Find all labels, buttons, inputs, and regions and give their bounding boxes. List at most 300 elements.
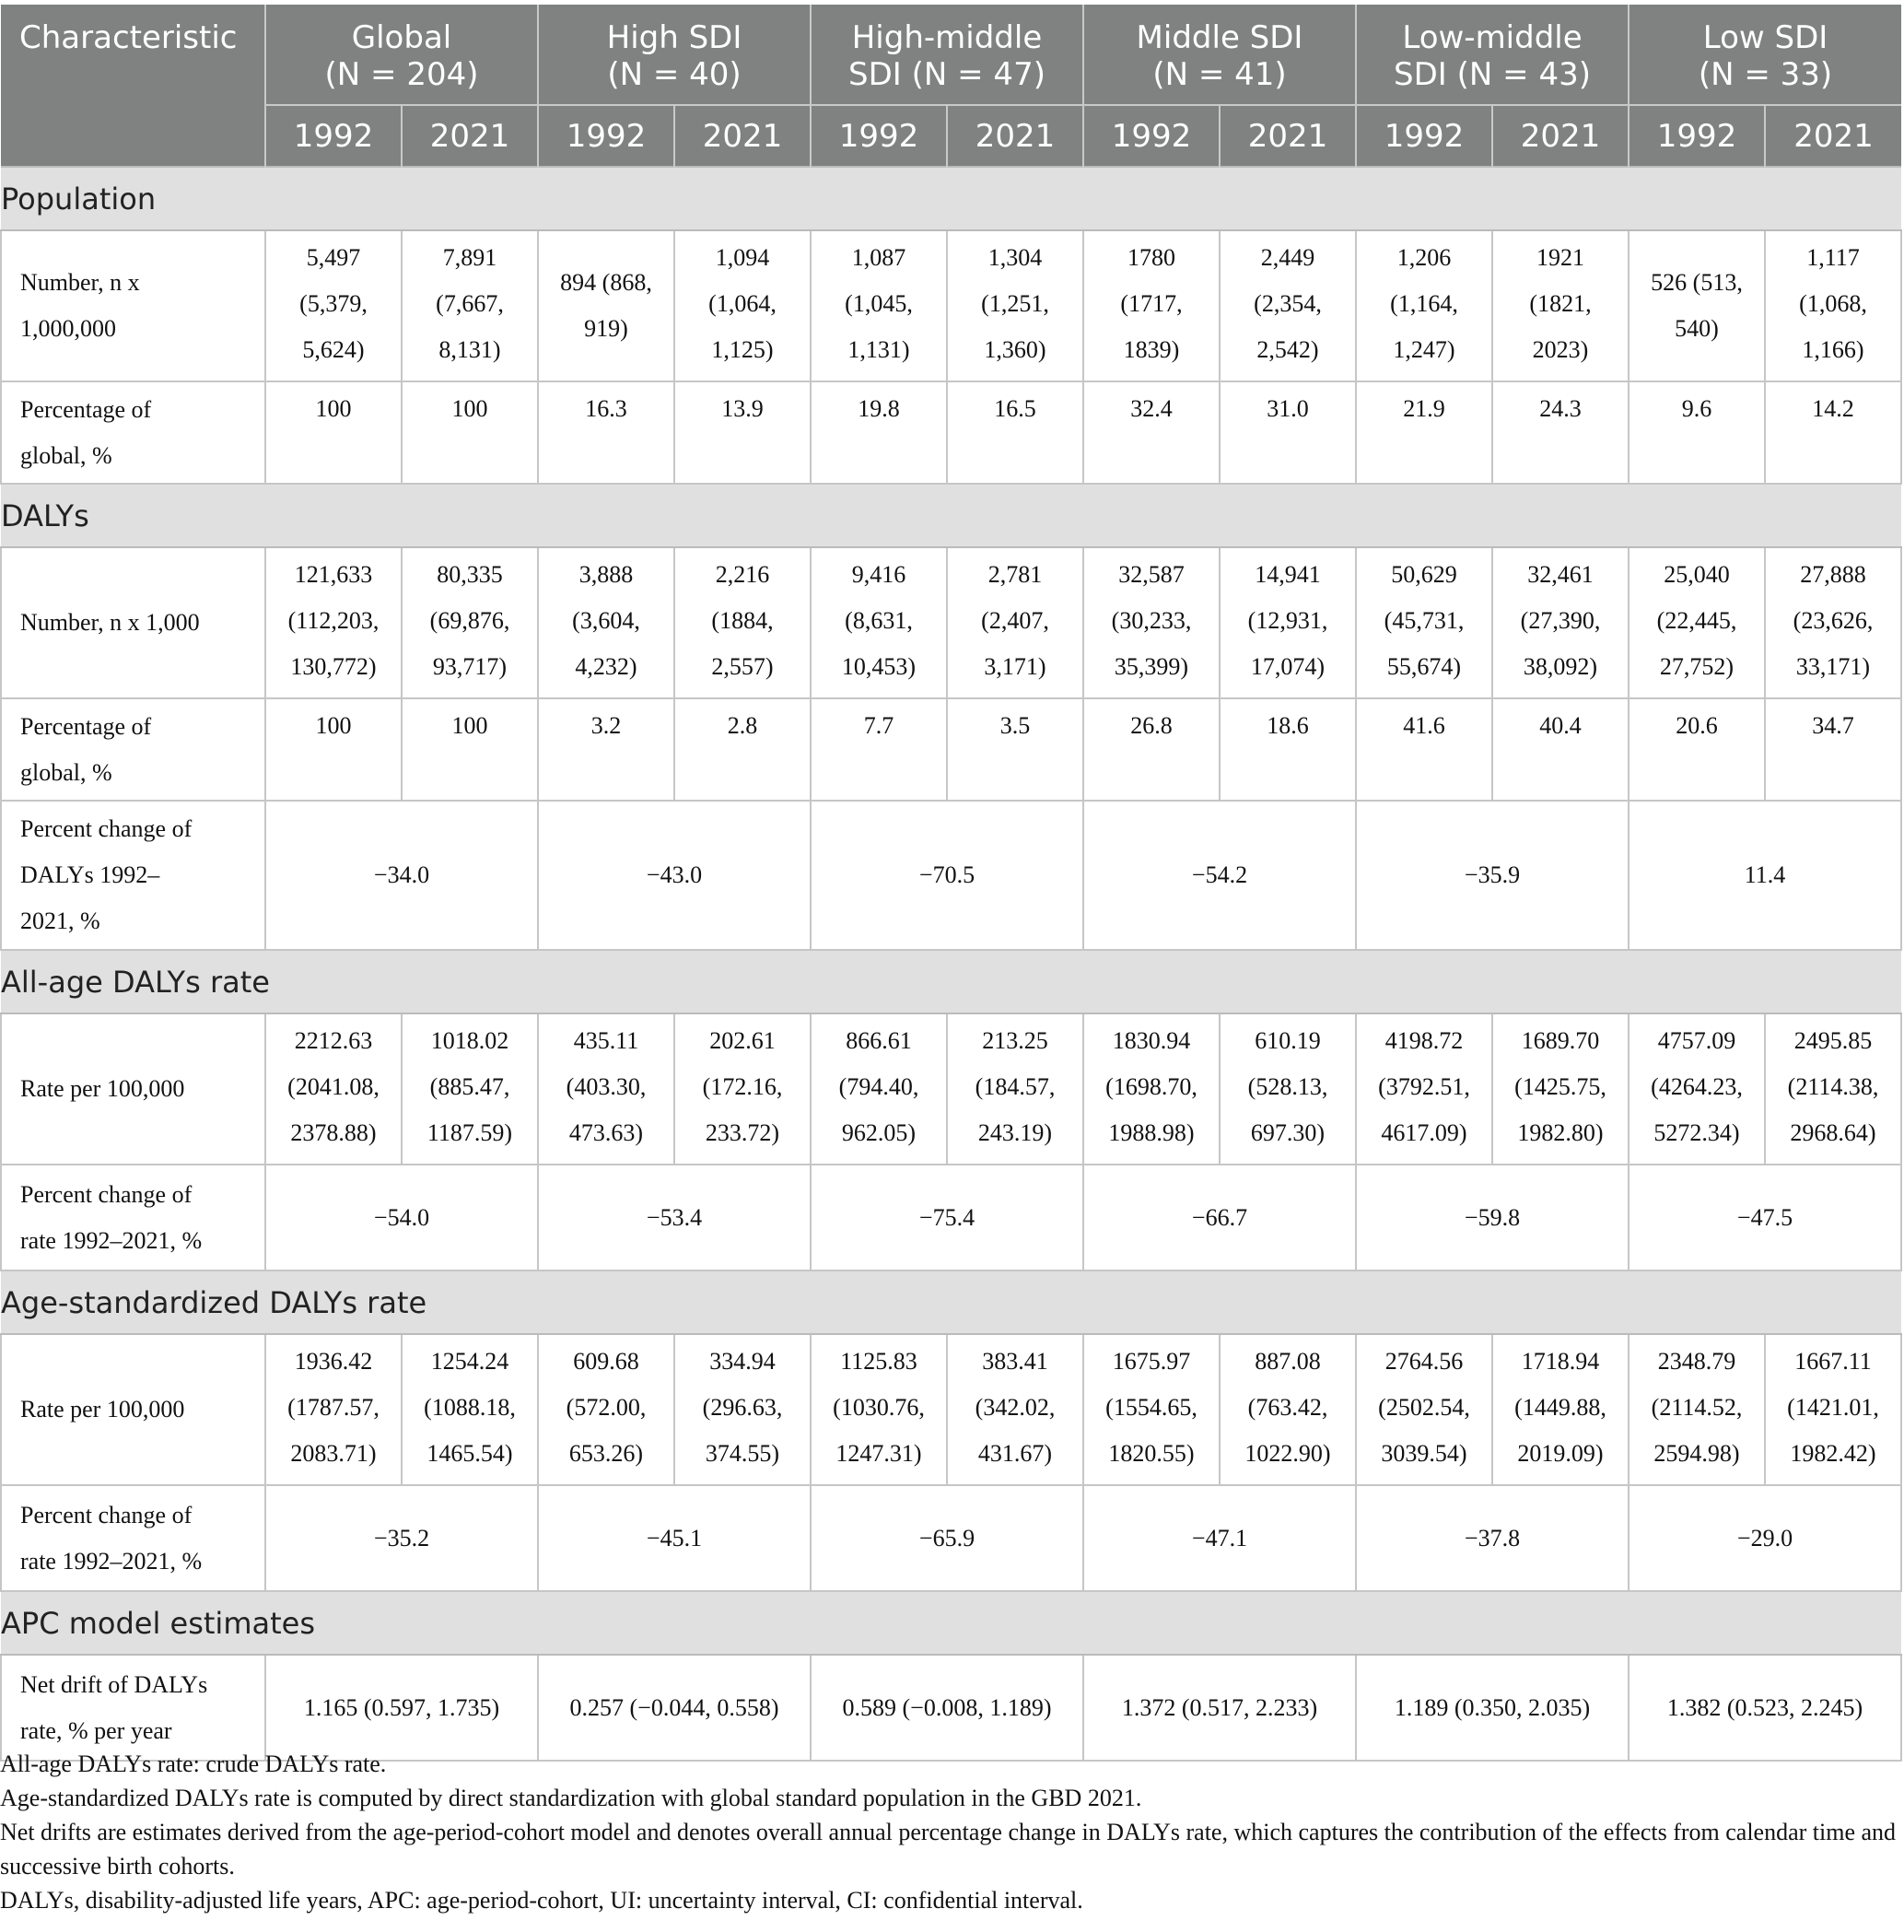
value-line: (403.30, xyxy=(566,1073,647,1100)
value-line: 1125.83 xyxy=(840,1348,917,1375)
value-line: 1187.59) xyxy=(426,1119,513,1146)
value-cell xyxy=(402,1334,538,1485)
value-cell: 3.5 xyxy=(947,698,1083,801)
row-label-line: Number, n x xyxy=(20,269,140,296)
value-line: (1717, xyxy=(1120,290,1183,317)
value-line: 243.19) xyxy=(977,1119,1053,1146)
value-line: 1830.94 xyxy=(1112,1027,1191,1054)
value-line: 1675.97 xyxy=(1112,1348,1191,1375)
row-label-line: Net drift of DALYs xyxy=(20,1670,208,1698)
table-row xyxy=(1,1334,1901,1485)
value-cell xyxy=(538,1334,674,1485)
value-line: 1667.11 xyxy=(1794,1348,1872,1375)
value-line: (2,407, xyxy=(981,607,1049,634)
value-cell: 16.3 xyxy=(538,381,674,484)
value-line: 33,171) xyxy=(1795,653,1871,680)
value-line: (2041.08, xyxy=(287,1073,380,1100)
value-cell xyxy=(1220,547,1356,698)
value-cell: 2.8 xyxy=(674,698,811,801)
row-label xyxy=(1,698,265,801)
value-line: 50,629 xyxy=(1391,561,1457,588)
value-line: 7,891 xyxy=(442,244,497,271)
value-line: 383.41 xyxy=(982,1348,1048,1375)
value-line: 27,752) xyxy=(1659,653,1735,680)
value-line: 435.11 xyxy=(573,1027,639,1054)
value-line: (1554.65, xyxy=(1105,1394,1197,1421)
year-header: 2021 xyxy=(947,105,1083,167)
value-line: 5272.34) xyxy=(1653,1119,1740,1146)
value-line: 2,781 xyxy=(987,561,1043,588)
value-line: 610.19 xyxy=(1255,1027,1321,1054)
value-line: 10,453) xyxy=(841,653,917,680)
value-line: 1254.24 xyxy=(430,1348,509,1375)
value-line: 1982.80) xyxy=(1517,1119,1604,1146)
value-line: 1018.02 xyxy=(430,1027,509,1054)
merged-value-cell: −54.0 xyxy=(265,1165,538,1270)
value-line: 919) xyxy=(584,315,628,342)
value-cell xyxy=(1629,1334,1765,1485)
value-line: 2083.71) xyxy=(290,1440,377,1467)
value-line: (1,068, xyxy=(1799,290,1867,317)
row-label xyxy=(1,230,265,381)
value-cell xyxy=(1356,547,1492,698)
value-line: 32,587 xyxy=(1118,561,1185,588)
value-line: 2212.63 xyxy=(294,1027,373,1054)
value-line: 5,497 xyxy=(306,244,361,271)
value-cell xyxy=(674,547,811,698)
value-cell xyxy=(538,547,674,698)
value-line: 32,461 xyxy=(1527,561,1594,588)
value-line: (23,626, xyxy=(1793,607,1874,634)
value-cell xyxy=(1356,1013,1492,1165)
value-line: 334.94 xyxy=(709,1348,776,1375)
value-line: 2378.88) xyxy=(290,1119,377,1146)
row-label-line: rate 1992–2021, % xyxy=(20,1226,203,1254)
value-line: 2,557) xyxy=(711,653,774,680)
value-cell xyxy=(265,1013,402,1165)
value-cell xyxy=(402,230,538,381)
value-line: (1421.01, xyxy=(1787,1394,1879,1421)
value-cell xyxy=(265,1334,402,1485)
year-header: 2021 xyxy=(1220,105,1356,167)
value-line: 1465.54) xyxy=(426,1440,513,1467)
section-title-age-standardized-rate: Age-standardized DALYs rate xyxy=(1,1270,1901,1334)
value-line: (1698.70, xyxy=(1105,1073,1197,1100)
value-line: 5,624) xyxy=(302,336,365,363)
header-group-high-middle-sdi: High-middle SDI (N = 47) xyxy=(811,5,1083,105)
merged-value-cell: −29.0 xyxy=(1629,1485,1901,1591)
section-row xyxy=(1,167,1901,230)
merged-value-cell: 1.382 (0.523, 2.245) xyxy=(1629,1655,1901,1761)
row-label-line: Percent change of xyxy=(20,815,193,842)
value-line: (2114.52, xyxy=(1651,1394,1743,1421)
merged-value-cell: −54.2 xyxy=(1083,801,1356,950)
value-line: 1,087 xyxy=(851,244,906,271)
value-line: 4198.72 xyxy=(1384,1027,1464,1054)
value-line: (1449.88, xyxy=(1514,1394,1606,1421)
section-title-apc: APC model estimates xyxy=(1,1591,1901,1655)
value-line: 526 (513, xyxy=(1651,269,1743,296)
value-cell xyxy=(265,230,402,381)
value-line: (69,876, xyxy=(429,607,510,634)
value-cell xyxy=(1083,547,1220,698)
row-label-line: Percentage of xyxy=(20,395,152,423)
merged-value-cell: 11.4 xyxy=(1629,801,1901,950)
value-line: (112,203, xyxy=(287,607,380,634)
value-line: 1,304 xyxy=(987,244,1043,271)
year-header: 2021 xyxy=(1765,105,1901,167)
value-line: 653.26) xyxy=(568,1440,644,1467)
merged-value-cell: 0.257 (−0.044, 0.558) xyxy=(538,1655,811,1761)
table-row xyxy=(1,1165,1901,1270)
value-line: 233.72) xyxy=(705,1119,780,1146)
header-group-low-sdi: Low SDI (N = 33) xyxy=(1629,5,1901,105)
value-line: 80,335 xyxy=(437,561,503,588)
value-line: (5,379, xyxy=(299,290,368,317)
value-cell xyxy=(1083,1334,1220,1485)
value-cell: 32.4 xyxy=(1083,381,1220,484)
value-line: (2,354, xyxy=(1254,290,1322,317)
value-line: 697.30) xyxy=(1250,1119,1326,1146)
value-line: (794.40, xyxy=(838,1073,919,1100)
merged-value-cell: −53.4 xyxy=(538,1165,811,1270)
value-cell xyxy=(1492,230,1629,381)
value-line: 1,125) xyxy=(711,336,774,363)
value-line: (1884, xyxy=(711,607,774,634)
row-label-line: 1,000,000 xyxy=(20,315,116,342)
value-line: 17,074) xyxy=(1250,653,1326,680)
merged-value-cell: −35.9 xyxy=(1356,801,1629,950)
value-line: (1425.75, xyxy=(1514,1073,1606,1100)
value-cell xyxy=(1765,1013,1901,1165)
value-cell: 100 xyxy=(265,698,402,801)
value-cell: 34.7 xyxy=(1765,698,1901,801)
value-line: 1839) xyxy=(1123,336,1180,363)
value-line: 1820.55) xyxy=(1108,1440,1195,1467)
value-cell xyxy=(947,1334,1083,1485)
row-label-line: Rate per 100,000 xyxy=(20,1075,185,1102)
value-cell: 40.4 xyxy=(1492,698,1629,801)
value-cell: 3.2 xyxy=(538,698,674,801)
header-group-low-middle-sdi: Low-middle SDI (N = 43) xyxy=(1356,5,1629,105)
merged-value-cell: −43.0 xyxy=(538,801,811,950)
value-line: 130,772) xyxy=(290,653,377,680)
value-cell: 16.5 xyxy=(947,381,1083,484)
value-cell xyxy=(402,547,538,698)
value-cell xyxy=(674,230,811,381)
merged-value-cell: −35.2 xyxy=(265,1485,538,1591)
value-cell xyxy=(947,1013,1083,1165)
table-row xyxy=(1,698,1901,801)
value-cell xyxy=(1492,1013,1629,1165)
value-cell xyxy=(811,1334,947,1485)
merged-value-cell: −45.1 xyxy=(538,1485,811,1591)
value-line: 866.61 xyxy=(846,1027,912,1054)
value-line: 962.05) xyxy=(841,1119,917,1146)
value-cell xyxy=(1629,1013,1765,1165)
value-line: 473.63) xyxy=(568,1119,644,1146)
header-blank-cell xyxy=(1,105,265,167)
table-row xyxy=(1,1013,1901,1165)
merged-value-cell: 1.372 (0.517, 2.233) xyxy=(1083,1655,1356,1761)
value-line: 2594.98) xyxy=(1653,1440,1740,1467)
value-line: 1936.42 xyxy=(294,1348,373,1375)
value-line: 93,717) xyxy=(432,653,508,680)
value-cell xyxy=(1765,1334,1901,1485)
header-group-global: Global (N = 204) xyxy=(265,5,538,105)
value-line: 1921 xyxy=(1536,244,1585,271)
year-header: 2021 xyxy=(1492,105,1629,167)
value-line: 38,092) xyxy=(1523,653,1598,680)
value-line: (1,064, xyxy=(708,290,777,317)
value-line: 2495.85 xyxy=(1793,1027,1873,1054)
value-line: 121,633 xyxy=(294,561,373,588)
value-cell: 14.2 xyxy=(1765,381,1901,484)
merged-value-cell: −75.4 xyxy=(811,1165,1083,1270)
section-title-population: Population xyxy=(1,167,1901,230)
row-label xyxy=(1,547,265,698)
section-title-all-age-rate: All-age DALYs rate xyxy=(1,950,1901,1013)
value-cell: 24.3 xyxy=(1492,381,1629,484)
value-cell xyxy=(1356,230,1492,381)
row-label xyxy=(1,1013,265,1165)
value-cell: 100 xyxy=(265,381,402,484)
row-label xyxy=(1,381,265,484)
value-cell: 41.6 xyxy=(1356,698,1492,801)
value-line: 1988.98) xyxy=(1108,1119,1195,1146)
value-line: 2019.09) xyxy=(1517,1440,1604,1467)
value-line: 1,117 xyxy=(1806,244,1860,271)
value-line: 2348.79 xyxy=(1657,1348,1736,1375)
value-line: (3,604, xyxy=(572,607,640,634)
row-label xyxy=(1,1334,265,1485)
value-cell xyxy=(811,230,947,381)
section-row xyxy=(1,950,1901,1013)
value-line: 1,247) xyxy=(1393,336,1455,363)
value-cell xyxy=(1629,547,1765,698)
value-line: (1,164, xyxy=(1390,290,1458,317)
table-container xyxy=(0,5,1901,1762)
value-line: 540) xyxy=(1675,315,1719,342)
value-line: 1,206 xyxy=(1396,244,1452,271)
value-cell xyxy=(811,547,947,698)
table-row xyxy=(1,801,1901,950)
row-label xyxy=(1,801,265,950)
year-header: 2021 xyxy=(402,105,538,167)
value-line: 2,449 xyxy=(1260,244,1315,271)
value-line: (1,251, xyxy=(981,290,1049,317)
data-table xyxy=(0,5,1902,1762)
value-cell xyxy=(674,1013,811,1165)
value-line: 2,216 xyxy=(715,561,770,588)
row-label-line: 2021, % xyxy=(20,907,100,934)
year-header: 1992 xyxy=(1356,105,1492,167)
value-line: (885.47, xyxy=(429,1073,510,1100)
row-label-line: rate, % per year xyxy=(20,1716,172,1744)
value-line: (1088.18, xyxy=(424,1394,516,1421)
row-label-line: global, % xyxy=(20,758,112,786)
value-line: 2968.64) xyxy=(1790,1119,1876,1146)
value-cell: 9.6 xyxy=(1629,381,1765,484)
section-title-dalys: DALYs xyxy=(1,484,1901,547)
value-line: (296.63, xyxy=(702,1394,783,1421)
merged-value-cell: 1.165 (0.597, 1.735) xyxy=(265,1655,538,1761)
value-cell xyxy=(1220,1334,1356,1485)
year-header: 2021 xyxy=(674,105,811,167)
value-cell xyxy=(538,230,674,381)
header-group-high-sdi: High SDI (N = 40) xyxy=(538,5,811,105)
value-cell xyxy=(1492,1334,1629,1485)
value-cell xyxy=(1356,1334,1492,1485)
year-header: 1992 xyxy=(265,105,402,167)
value-cell xyxy=(538,1013,674,1165)
year-header: 1992 xyxy=(811,105,947,167)
year-header: 1992 xyxy=(538,105,674,167)
section-row xyxy=(1,1270,1901,1334)
merged-value-cell: −70.5 xyxy=(811,801,1083,950)
value-cell: 13.9 xyxy=(674,381,811,484)
merged-value-cell: 0.589 (−0.008, 1.189) xyxy=(811,1655,1083,1761)
value-line: (528.13, xyxy=(1247,1073,1328,1100)
value-line: 1,166) xyxy=(1802,336,1864,363)
section-row xyxy=(1,484,1901,547)
value-line: 25,040 xyxy=(1664,561,1730,588)
value-cell xyxy=(1220,230,1356,381)
header-group-middle-sdi: Middle SDI (N = 41) xyxy=(1083,5,1356,105)
value-line: 202.61 xyxy=(709,1027,776,1054)
value-line: 213.25 xyxy=(982,1027,1048,1054)
header-characteristic: Characteristic xyxy=(1,5,265,105)
value-line: 1022.90) xyxy=(1244,1440,1331,1467)
value-line: 609.68 xyxy=(573,1348,639,1375)
value-line: 4,232) xyxy=(575,653,637,680)
row-label xyxy=(1,1485,265,1591)
year-header: 1992 xyxy=(1083,105,1220,167)
row-label-line: Percentage of xyxy=(20,712,152,740)
table-row xyxy=(1,1485,1901,1591)
value-line: (22,445, xyxy=(1656,607,1737,634)
value-cell xyxy=(947,547,1083,698)
value-line: 1,094 xyxy=(715,244,770,271)
value-cell xyxy=(1083,230,1220,381)
value-line: (45,731, xyxy=(1384,607,1465,634)
merged-value-cell: −59.8 xyxy=(1356,1165,1629,1270)
value-cell xyxy=(811,1013,947,1165)
value-cell: 18.6 xyxy=(1220,698,1356,801)
value-line: 2023) xyxy=(1532,336,1589,363)
row-label-line: Percent change of xyxy=(20,1180,193,1208)
value-line: 1247.31) xyxy=(835,1440,922,1467)
row-label-line: Number, n x 1,000 xyxy=(20,609,200,636)
merged-value-cell: −37.8 xyxy=(1356,1485,1629,1591)
value-line: 1780 xyxy=(1127,244,1175,271)
value-cell: 31.0 xyxy=(1220,381,1356,484)
footnote: All-age DALYs rate: crude DALYs rate. xyxy=(0,1751,387,1777)
merged-value-cell: −65.9 xyxy=(811,1485,1083,1591)
merged-value-cell: −34.0 xyxy=(265,801,538,950)
value-line: (1030.76, xyxy=(833,1394,925,1421)
value-cell xyxy=(1220,1013,1356,1165)
value-line: (30,233, xyxy=(1111,607,1192,634)
value-line: 1718.94 xyxy=(1521,1348,1600,1375)
value-line: (1,045, xyxy=(845,290,913,317)
row-label-line: rate 1992–2021, % xyxy=(20,1547,203,1575)
row-label xyxy=(1,1655,265,1761)
value-cell: 20.6 xyxy=(1629,698,1765,801)
value-line: (7,667, xyxy=(436,290,504,317)
value-cell xyxy=(1083,1013,1220,1165)
value-cell xyxy=(947,230,1083,381)
value-cell xyxy=(674,1334,811,1485)
value-line: (172.16, xyxy=(702,1073,783,1100)
value-cell: 21.9 xyxy=(1356,381,1492,484)
value-line: 1,131) xyxy=(847,336,910,363)
footnote: Age-standardized DALYs rate is computed by direct standardization with global standard population in the GBD 2021. xyxy=(0,1785,1142,1811)
value-cell xyxy=(1765,547,1901,698)
merged-value-cell: −47.1 xyxy=(1083,1485,1356,1591)
value-line: 1689.70 xyxy=(1521,1027,1600,1054)
merged-value-cell: 1.189 (0.350, 2.035) xyxy=(1356,1655,1629,1761)
value-line: 8,131) xyxy=(438,336,501,363)
table-row xyxy=(1,1655,1901,1761)
value-line: (12,931, xyxy=(1247,607,1328,634)
row-label-line: DALYs 1992– xyxy=(20,861,160,888)
value-cell: 26.8 xyxy=(1083,698,1220,801)
value-line: (763.42, xyxy=(1247,1394,1328,1421)
footnote: DALYs, disability-adjusted life years, APC: age-period-cohort, UI: uncertainty interval, CI: confidential interval. xyxy=(0,1887,1083,1914)
value-cell xyxy=(1629,230,1765,381)
value-line: 3,888 xyxy=(578,561,634,588)
value-line: 887.08 xyxy=(1255,1348,1321,1375)
value-line: (1821, xyxy=(1529,290,1592,317)
row-label-line: Percent change of xyxy=(20,1501,193,1528)
row-label-line: global, % xyxy=(20,441,112,469)
value-cell xyxy=(1765,230,1901,381)
value-line: (2114.38, xyxy=(1787,1073,1879,1100)
value-line: 3039.54) xyxy=(1381,1440,1467,1467)
value-line: 4757.09 xyxy=(1657,1027,1736,1054)
value-line: 2764.56 xyxy=(1384,1348,1464,1375)
merged-value-cell: −66.7 xyxy=(1083,1165,1356,1270)
value-line: (4264.23, xyxy=(1651,1073,1743,1100)
value-line: 35,399) xyxy=(1114,653,1189,680)
value-line: 431.67) xyxy=(977,1440,1053,1467)
table-row xyxy=(1,230,1901,381)
value-line: 1,360) xyxy=(984,336,1046,363)
value-line: (184.57, xyxy=(975,1073,1056,1100)
value-line: (342.02, xyxy=(975,1394,1056,1421)
value-cell xyxy=(1492,547,1629,698)
footnote: Net drifts are estimates derived from the age-period-cohort model and denotes overall annual percentage change in DALYs rate, which captures the contribution of the effects from calendar time and successive birth cohorts. xyxy=(0,1819,1897,1879)
value-line: 1982.42) xyxy=(1790,1440,1876,1467)
value-line: (8,631, xyxy=(845,607,913,634)
value-line: 4617.09) xyxy=(1381,1119,1467,1146)
value-cell: 100 xyxy=(402,381,538,484)
table-footnotes xyxy=(0,1747,1898,1917)
row-label-line: Rate per 100,000 xyxy=(20,1396,185,1423)
value-line: 374.55) xyxy=(705,1440,780,1467)
value-cell: 7.7 xyxy=(811,698,947,801)
table-row xyxy=(1,381,1901,484)
section-row xyxy=(1,1591,1901,1655)
value-cell xyxy=(402,1013,538,1165)
value-cell xyxy=(265,547,402,698)
value-line: 55,674) xyxy=(1386,653,1462,680)
row-label xyxy=(1,1165,265,1270)
value-line: 2,542) xyxy=(1256,336,1319,363)
value-line: 9,416 xyxy=(851,561,906,588)
value-line: (1787.57, xyxy=(287,1394,380,1421)
